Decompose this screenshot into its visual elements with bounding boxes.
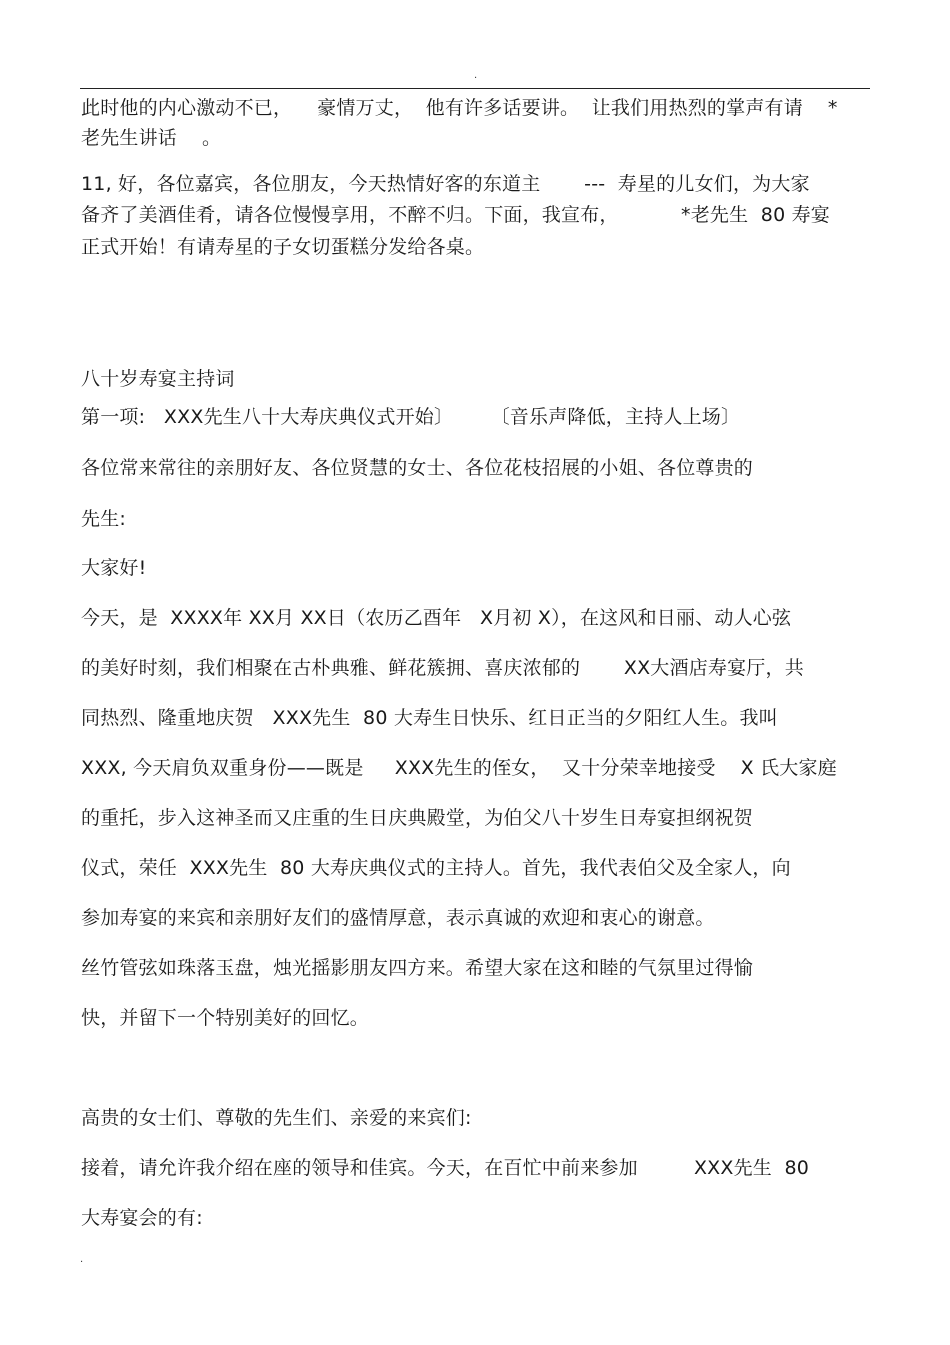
section-title: 八十岁寿宴主持词 [81,368,235,390]
text-line: 大家好! [81,557,147,579]
text-line: 11, 好，各位嘉宾，各位朋友，今天热情好客的东道主 --- 寿星的儿女们，为大家 [81,173,810,195]
text-line: XXX, 今天肩负双重身份——既是 XXX先生的侄女， 又十分荣幸地接受 X 氏大家庭 [81,757,837,779]
text-line: 先生: [81,508,127,530]
text-line: 备齐了美酒佳肴，请各位慢慢享用，不醉不归。下面，我宣布， *老先生 80 寿宴 [81,204,830,226]
header-mark: . [474,70,478,81]
text-line: 大寿宴会的有: [81,1207,203,1229]
text-line: 正式开始！有请寿星的子女切蛋糕分发给各桌。 [81,236,485,258]
header-rule [80,88,870,89]
footer-mark: . [80,1254,84,1265]
text-line: 参加寿宴的来宾和亲朋好友们的盛情厚意，表示真诚的欢迎和衷心的谢意。 [81,907,715,929]
text-line: 的美好时刻，我们相聚在古朴典雅、鲜花簇拥、喜庆浓郁的 XX大酒店寿宴厅，共 [81,657,804,679]
text-line: 高贵的女士们、尊敬的先生们、亲爱的来宾们: [81,1107,472,1129]
text-line: 同热烈、隆重地庆贺 XXX先生 80 大寿生日快乐、红日正当的夕阳红人生。我叫 [81,707,778,729]
text-line: 第一项: XXX先生八十大寿庆典仪式开始〕 〔音乐声降低，主持人上场〕 [81,406,741,428]
text-line: 的重托，步入这神圣而又庄重的生日庆典殿堂，为伯父八十岁生日寿宴担纲祝贺 [81,807,754,829]
text-line: 今天，是 XXXX年 XX月 XX日（农历乙酉年 X月初 X），在这风和日丽、动人心弦 [81,607,792,629]
text-line: 快，并留下一个特别美好的回忆。 [81,1007,370,1029]
text-line: 各位常来常往的亲朋好友、各位贤慧的女士、各位花枝招展的小姐、各位尊贵的 [81,457,754,479]
text-line: 此时他的内心激动不已， 豪情万丈， 他有许多话要讲。 让我们用热烈的掌声有请 * [81,97,838,119]
text-line: 接着，请允许我介绍在座的领导和佳宾。今天，在百忙中前来参加 XXX先生 80 [81,1157,810,1179]
text-line: 仪式，荣任 XXX先生 80 大寿庆典仪式的主持人。首先，我代表伯父及全家人，向 [81,857,791,879]
text-line: 老先生讲话 。 [81,127,222,149]
text-line: 丝竹管弦如珠落玉盘，烛光摇影朋友四方来。希望大家在这和睦的气氛里过得愉 [81,957,754,979]
